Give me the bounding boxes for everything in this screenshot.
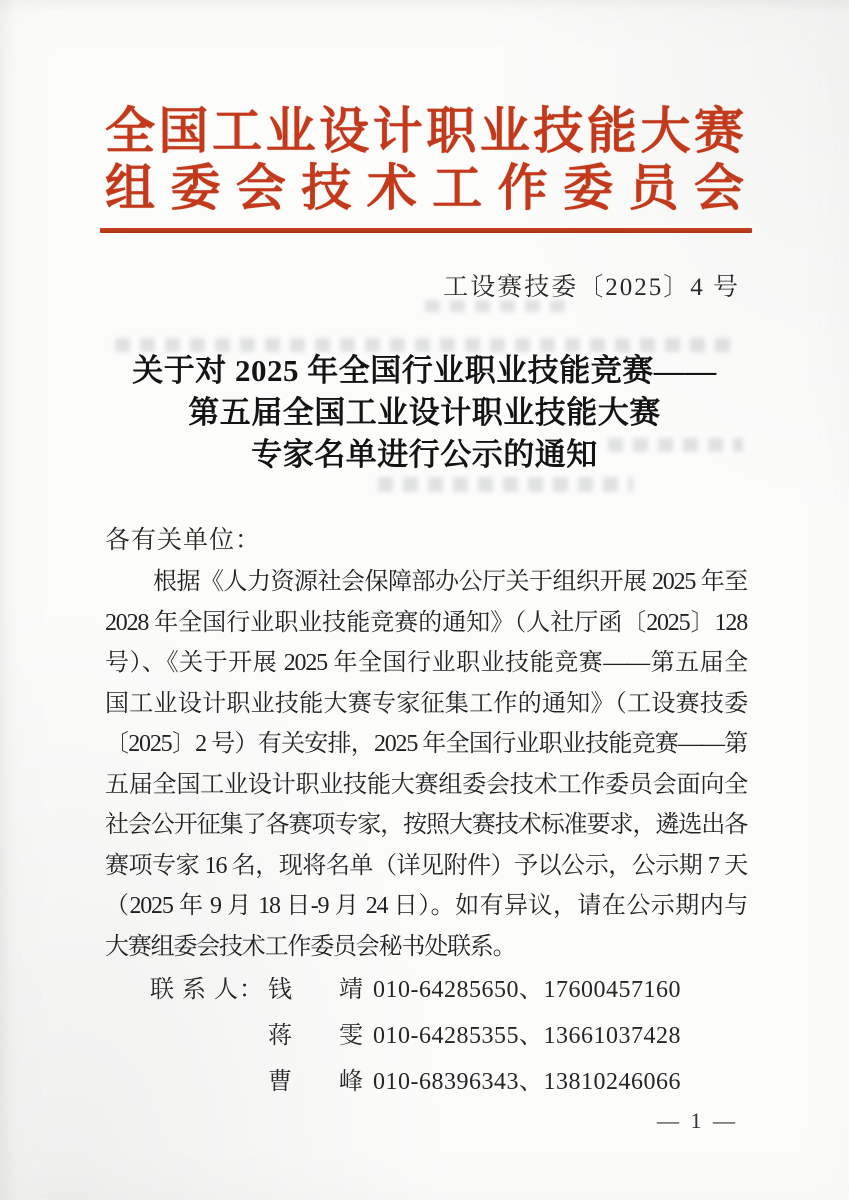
body-paragraph-line: 根据《人力资源社会保障部办公厅关于组织开展 2025 年至 [153,569,747,595]
document-title-line: 关于对 2025 年全国行业职业技能竞赛—— [132,353,717,388]
body-paragraph-line: 号）、《关于开展 2025 年全国行业职业技能竞赛——第五届全 [105,650,747,676]
contact-name: 蒋雯 [268,1023,363,1049]
contact-list [105,967,747,1105]
document-number: 工设赛技委〔2025〕4 号 [443,274,740,301]
contact-row [105,1059,747,1105]
contact-row [105,967,747,1013]
contact-label: 联 系 人： [150,977,264,1003]
body-paragraph-line: 2028 年全国行业职业技能竞赛的通知》（人社厅函〔2025〕128 [105,609,747,636]
body-paragraph-line: 五届全国工业设计职业技能大赛组委会技术工作委员会面向全 [105,771,747,798]
contact-row [105,1013,747,1059]
letterhead-line-2: 组委会技术工作委员会 [105,160,745,216]
red-separator-rule [100,228,752,233]
body-paragraph-line: 〔2025〕2 号）有关安排，2025 年全国行业职业技能竞赛——第 [105,731,747,757]
page-number: — 1 — [657,1108,738,1133]
contact-phones: 010-64285650、17600457160 [373,977,681,1003]
document-title-line: 第五届全国工业设计职业技能大赛 [188,395,661,430]
body-paragraph-line: （2025 年 9 月 18 日-9 月 24 日）。如有异议，请在公示期内与 [105,893,747,919]
body-paragraph [105,562,747,967]
document-title [0,350,849,476]
body-paragraph-line: 国工业设计职业技能大赛专家征集工作的通知》（工设赛技委 [105,690,747,717]
contact-name: 钱靖 [268,977,363,1003]
body-paragraph-line: 社会公开征集了各赛项专家，按照大赛技术标准要求，遴选出各 [105,812,747,838]
salutation: 各有关单位： [105,527,262,554]
contact-name: 曹峰 [268,1069,363,1095]
letterhead [105,103,745,217]
body-paragraph-line: 赛项专家 16 名，现将名单（详见附件）予以公示，公示期 7 天 [105,852,747,879]
contact-phones: 010-64285355、13661037428 [373,1023,681,1049]
document-title-line: 专家名单进行公示的通知 [251,437,598,472]
showthrough-artifact [378,477,633,492]
document-body [105,520,747,1105]
contact-phones: 010-68396343、13810246066 [373,1069,681,1095]
letterhead-line-1: 全国工业设计职业技能大赛 [105,103,745,159]
body-paragraph-line: 大赛组委会技术工作委员会秘书处联系。 [105,933,516,960]
